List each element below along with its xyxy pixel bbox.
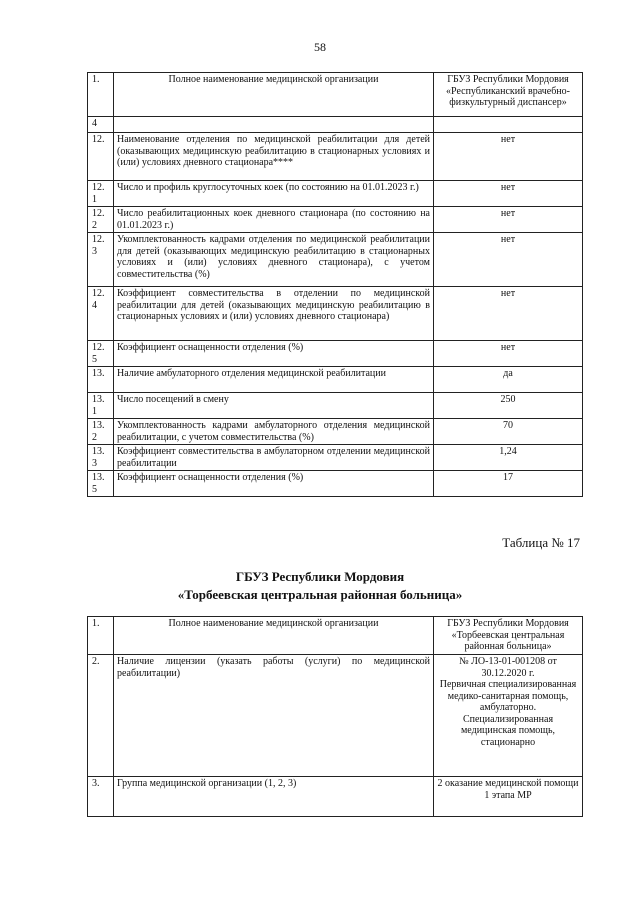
row-label: Коэффициент оснащенности отделения (%) bbox=[114, 471, 434, 497]
row-label: Коэффициент совместительства в амбулаторном отделении медицинской реабилитации bbox=[114, 445, 434, 471]
row-number: 13. bbox=[88, 367, 114, 393]
org-data-table-1 bbox=[87, 72, 583, 497]
row-value: ГБУЗ Республики Мордовия «Республиканский врачебно-физкультурный диспансер» bbox=[434, 73, 583, 117]
org-heading-line2: «Торбеевская центральная районная больница» bbox=[177, 586, 463, 602]
row-number: 12. 2 bbox=[88, 207, 114, 233]
row-value: нет bbox=[434, 133, 583, 181]
row-label: Число и профиль круглосуточных коек (по состоянию на 01.01.2023 г.) bbox=[114, 181, 434, 207]
row-value: 1,24 bbox=[434, 445, 583, 471]
row-value: ГБУЗ Республики Мордовия «Торбеевская центральная районная больница» bbox=[434, 617, 583, 655]
table-row bbox=[88, 655, 583, 777]
row-value: 250 bbox=[434, 393, 583, 419]
row-number: 13. 1 bbox=[88, 393, 114, 419]
row-label: Полное наименование медицинской организации bbox=[114, 73, 434, 117]
table-row bbox=[88, 471, 583, 497]
table-row bbox=[88, 393, 583, 419]
row-label: Наличие лицензии (указать работы (услуги) по медицинской реабилитации) bbox=[114, 655, 434, 777]
row-label: Наличие амбулаторного отделения медицинской реабилитации bbox=[114, 367, 434, 393]
row-number: 1. bbox=[88, 73, 114, 117]
row-label: Полное наименование медицинской организации bbox=[114, 617, 434, 655]
row-value: да bbox=[434, 367, 583, 393]
table-row bbox=[88, 233, 583, 287]
table-row bbox=[88, 445, 583, 471]
table-row bbox=[88, 617, 583, 655]
row-value: 2 оказание медицинской помощи 1 этапа МР bbox=[434, 777, 583, 817]
table2-body bbox=[88, 617, 583, 817]
table1-body bbox=[88, 73, 583, 497]
row-value: нет bbox=[434, 341, 583, 367]
row-label: Число посещений в смену bbox=[114, 393, 434, 419]
row-value: № ЛО-13-01-001208 от 30.12.2020 г. Первичная специализированная медико-санитарная помощь, амбулаторно. Специализированная медицинская помощь, стационарно bbox=[434, 655, 583, 777]
row-value: нет bbox=[434, 287, 583, 341]
row-number: 1. bbox=[88, 617, 114, 655]
row-value: нет bbox=[434, 207, 583, 233]
row-number: 2. bbox=[88, 655, 114, 777]
row-value: 70 bbox=[434, 419, 583, 445]
row-number: 13. 5 bbox=[88, 471, 114, 497]
row-label: Число реабилитационных коек дневного стационара (по состоянию на 01.01.2023 г.) bbox=[114, 207, 434, 233]
row-number: 3. bbox=[88, 777, 114, 817]
org-heading bbox=[0, 568, 640, 603]
row-label: Группа медицинской организации (1, 2, 3) bbox=[114, 777, 434, 817]
row-number: 13. 3 bbox=[88, 445, 114, 471]
row-label: Коэффициент совместительства в отделении по медицинской реабилитации для детей (оказывающих медицинскую реабилитацию в стационарных условиях и (или) условиях дневного стационара) bbox=[114, 287, 434, 341]
row-value bbox=[434, 117, 583, 133]
table-row bbox=[88, 181, 583, 207]
row-label: Наименование отделения по медицинской реабилитации для детей (оказывающих медицинскую реабилитацию в стационарных условиях и (или) условиях дневного стационара**** bbox=[114, 133, 434, 181]
org-heading-line1: ГБУЗ Республики Мордовия bbox=[235, 569, 405, 584]
row-label bbox=[114, 117, 434, 133]
page-number: 58 bbox=[314, 40, 326, 54]
table-row bbox=[88, 287, 583, 341]
table-row bbox=[88, 117, 583, 133]
row-number: 12. 3 bbox=[88, 233, 114, 287]
row-number: 12. bbox=[88, 133, 114, 181]
row-number: 13. 2 bbox=[88, 419, 114, 445]
table-caption: Таблица № 17 bbox=[502, 535, 580, 550]
row-number: 12. 1 bbox=[88, 181, 114, 207]
row-number: 12. 4 bbox=[88, 287, 114, 341]
row-number: 12. 5 bbox=[88, 341, 114, 367]
table-row bbox=[88, 367, 583, 393]
table-row bbox=[88, 207, 583, 233]
row-number: 4 bbox=[88, 117, 114, 133]
table-row bbox=[88, 341, 583, 367]
row-value: 17 bbox=[434, 471, 583, 497]
row-value: нет bbox=[434, 233, 583, 287]
row-label: Укомплектованность кадрами отделения по медицинской реабилитации для детей (оказывающих медицинскую реабилитацию в стационарных условиях и (или) условиях дневного стационара), с учетом совместительства (%) bbox=[114, 233, 434, 287]
table-row bbox=[88, 73, 583, 117]
table-row bbox=[88, 419, 583, 445]
row-value: нет bbox=[434, 181, 583, 207]
table-row bbox=[88, 777, 583, 817]
table-row bbox=[88, 133, 583, 181]
org-data-table-2 bbox=[87, 616, 583, 817]
row-label: Укомплектованность кадрами амбулаторного отделения медицинской реабилитации, с учетом совместительства (%) bbox=[114, 419, 434, 445]
row-label: Коэффициент оснащенности отделения (%) bbox=[114, 341, 434, 367]
